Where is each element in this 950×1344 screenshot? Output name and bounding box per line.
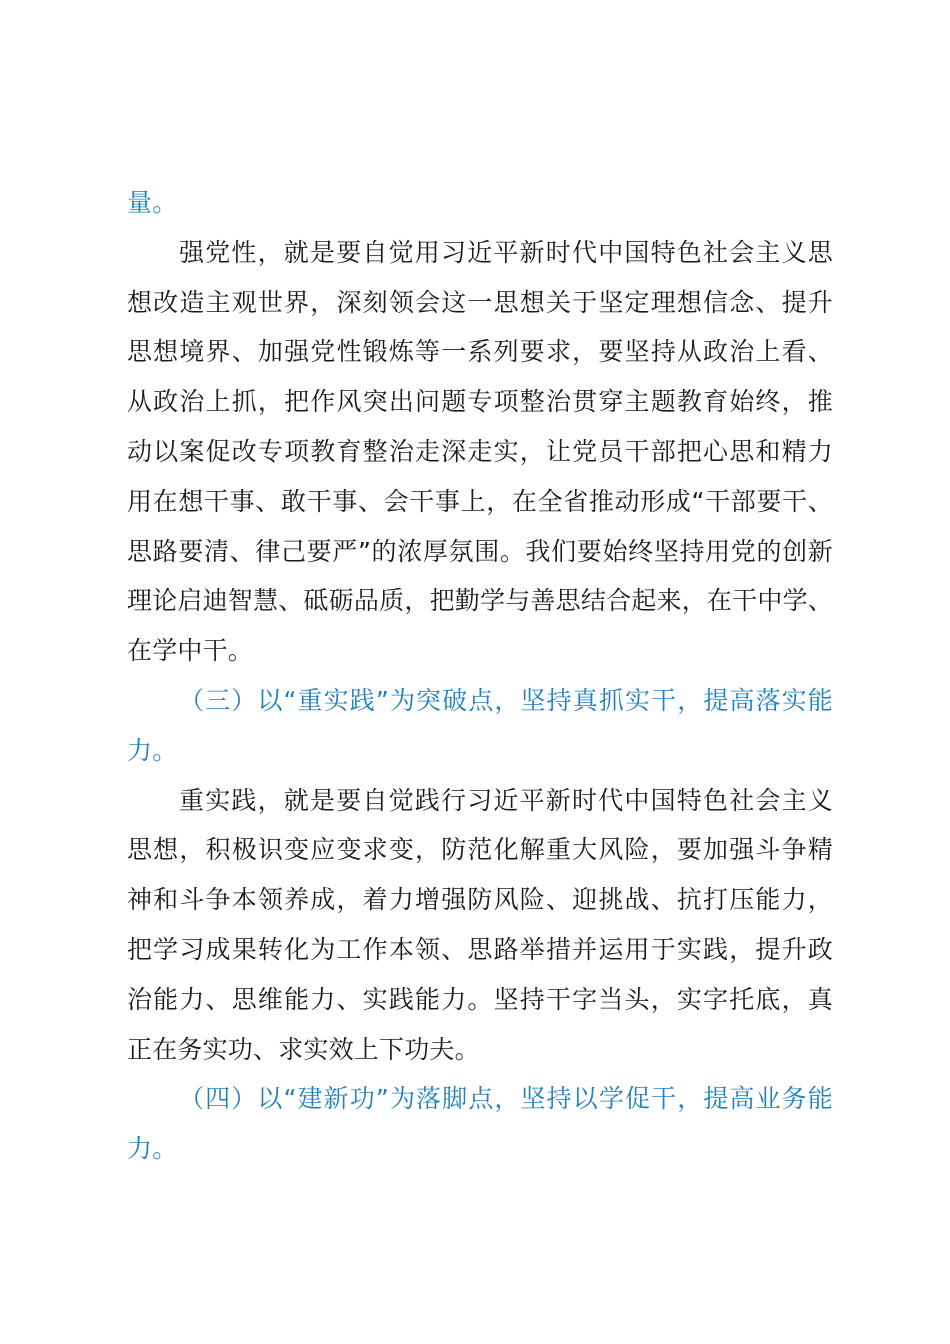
text-line: 思想境界、加强党性锻炼等一系列要求，要坚持从政治上看、 [127,337,833,367]
text-line: 强党性，就是要自觉用习近平新时代中国特色社会主义思 [179,237,833,267]
body-paragraph-emphasize-practice [127,776,833,1075]
text-line: （三）以“重实践”为突破点，坚持真抓实干，提高落实能 [179,685,833,715]
continuation-paragraph [127,178,833,228]
text-line: 从政治上抓，把作风突出问题专项整治贯穿主题教育始终，推 [127,387,833,417]
text-line: 重实践，就是要自觉践行习近平新时代中国特色社会主义 [179,785,833,815]
text-line: 正在务实功、求实效上下功夫。 [127,1034,480,1064]
text-line: （四）以“建新功”为落脚点，坚持以学促干，提高业务能 [179,1084,833,1114]
text-line: 思路要清、律己要严”的浓厚氛围。我们要始终坚持用党的创新 [127,536,833,566]
text-line: 治能力、思维能力、实践能力。坚持干字当头，实字托底，真 [127,984,833,1014]
document-body [127,178,833,1174]
text-line: 力。 [127,1134,178,1164]
text-line: 思想，积极识变应变求变，防范化解重大风险，要加强斗争精 [127,835,833,865]
text-line: 量。 [127,188,178,217]
text-line: 理论启迪智慧、砥砺品质，把勤学与善思结合起来，在干中学、 [127,586,833,616]
section-heading-four [127,1074,833,1174]
body-paragraph-strengthen-party-spirit [127,228,833,676]
section-heading-three [127,676,833,776]
text-line: 在学中干。 [127,636,254,666]
text-line: 用在想干事、敢干事、会干事上，在全省推动形成“干部要干、 [127,486,833,516]
text-line: 把学习成果转化为工作本领、思路举措并运用于实践，提升政 [127,934,833,964]
text-line: 神和斗争本领养成，着力增强防风险、迎挑战、抗打压能力， [127,885,833,915]
text-line: 想改造主观世界，深刻领会这一思想关于坚定理想信念、提升 [127,287,833,317]
text-line: 力。 [127,735,178,765]
text-line: 动以案促改专项教育整治走深走实，让党员干部把心思和精力 [127,436,833,466]
